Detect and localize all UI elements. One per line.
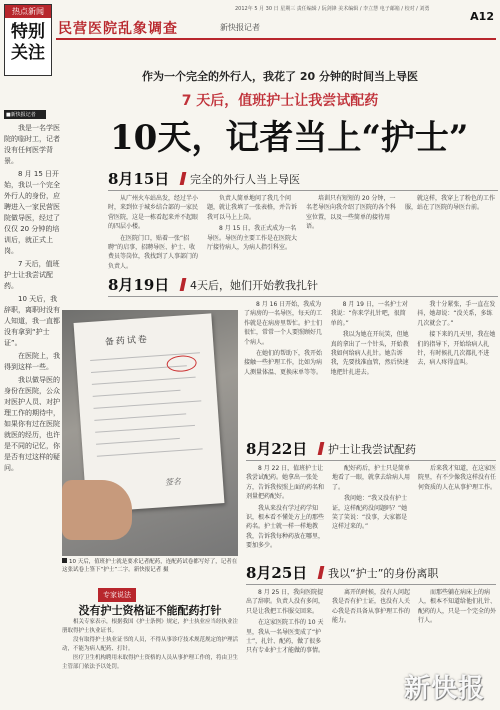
expert-paragraph: 相关专家表示，根据我国《护士条例》规定，护士执业应当经执业注册取得护士执业证书。 (62, 619, 239, 634)
section-body-aug15 (108, 194, 496, 270)
expert-paragraph: 没有取得护士执业证书的人员，不得从事诊疗技术规范规定的护理活动，不能为病人配药、打针。 (62, 637, 239, 652)
section-header-aug15 (108, 168, 498, 190)
body-paragraph: 在这家医院工作的 10 天里，我从一名导医变成了“护士”，扎针、配药，做了很多只有专业护士才能做的事情。 (246, 619, 325, 655)
paper-text-line (93, 390, 181, 397)
exam-paper-photo (62, 310, 238, 556)
text-column (246, 588, 324, 666)
lead-byline: ■新快报记者 (4, 110, 46, 119)
body-paragraph: 接下来的几天里，我在她们的指导下，开始给病人扎针，有时候扎几次都扎不进去，病人疼得直叫。 (417, 331, 496, 367)
body-paragraph: 8 月 16 日开始，我成为了病房的一名导医，每天的工作就是在病房里帮忙。护士们很忙，常常一个人要照顾好几个病人。 (244, 301, 323, 346)
section-header-aug25 (246, 562, 496, 584)
body-paragraph: 负责人简单地问了我几个问题，就让我填了一张表格，并告诉我可以马上上岗。 (207, 195, 298, 221)
section-flag-icon (180, 278, 187, 291)
caption-bullet-icon (62, 558, 67, 563)
section-flag-icon (180, 172, 187, 185)
hand-holding-paper (62, 480, 132, 540)
photo-caption-text: 10 天后，值班护士就是要求记者配药，连配药试卷都写好了，记者在这张试卷上签下“护士”二字。新快报记者 摄 (62, 559, 238, 573)
section-tag-label: 特别关注 (11, 22, 45, 63)
section-rule (108, 190, 498, 191)
paper-text-line (95, 425, 195, 433)
section-body-aug25 (246, 588, 496, 666)
section-date: 8月25日 (246, 564, 308, 582)
body-paragraph: 就这样，我穿上了粉色的工作服，站在了医院的导医台前。 (405, 195, 496, 212)
body-paragraph: 后来我才知道，在这家医院里，有不少像我这样没有任何资质的人在从事护理工作。 (418, 465, 497, 491)
header-divider (56, 38, 496, 40)
section-date: 8月15日 (108, 170, 170, 188)
paper-text-line (96, 438, 180, 445)
section-rule (246, 460, 496, 461)
lead-paragraph: 10 天后，我辞职，离职时没有人知道，我一直都没有拿到“护士证”。 (4, 295, 60, 347)
text-column (405, 194, 496, 266)
column-reporter: 新快报记者 (220, 23, 260, 32)
body-paragraph: 我以为她在开玩笑，但她真的拿出了一个针头，开始教我如何给病人扎针。她告诉我，先要找准血管，然后快速地把针扎进去。 (330, 331, 409, 376)
paper-text-line (97, 448, 203, 456)
section-subtitle: 护士让我尝试配药 (328, 443, 416, 456)
text-column (332, 464, 410, 552)
body-paragraph: 培训只有短短的 20 分钟，一名老导医向我介绍了医院的各个科室位置，以及一些简单的接待用语。 (306, 195, 397, 231)
section-tag (4, 4, 52, 76)
section-rule (246, 584, 496, 585)
section-body-aug22 (246, 464, 496, 552)
section-subtitle: 我以“护士”的身份离职 (328, 567, 439, 580)
text-column (246, 464, 324, 552)
column-title: 民营医院乱象调查 (58, 21, 178, 37)
section-subtitle: 完全的外行人当上导医 (190, 173, 300, 186)
photo-caption (62, 558, 238, 574)
paper-text-line (94, 400, 202, 409)
text-column (108, 194, 199, 270)
lead-paragraph: 我是一名学医院的临时工，记者没有任何医学背景。 (4, 124, 60, 165)
body-paragraph: 在她们的帮助下，我开始接触一些护理工作，比如为病人测量体温、更换床单等等。 (244, 350, 323, 376)
kicker-line-1: 作为一个完全的外行人，我花了 20 分钟的时间当上导医 (142, 70, 418, 83)
section-rule (108, 296, 498, 297)
section-tag-top: 热点新闻 (5, 5, 51, 18)
body-paragraph: 而那些躺在病床上的病人，根本不知道给他们扎针、配药的人，只是一个完全的外行人。 (418, 589, 497, 625)
body-paragraph: 配好药后，护士只是简单地看了一眼，就拿去给病人用了。 (332, 465, 411, 491)
body-paragraph: 我问她：“我又没有护士证，这样配药没问题吗？”她笑了笑说：“没事，大家都是这样过来的。” (332, 495, 408, 531)
expert-title: 没有护士资格证不能配药打针 (78, 604, 222, 617)
section-header-aug19 (108, 274, 498, 296)
expert-tag: 专家说法 (98, 588, 136, 602)
text-column (418, 588, 496, 666)
section-date: 8月22日 (246, 440, 308, 458)
body-paragraph: 8 月 19 日，一名护士对我说：“你来学扎针吧，很简单的。” (330, 301, 408, 327)
body-paragraph: 离开的时候，没有人问起我是否有护士证，也没有人关心我是否具备从事护理工作的能力。 (332, 589, 411, 625)
lead-column (4, 110, 60, 580)
text-column (418, 464, 496, 552)
body-paragraph: 8 月 15 日，我正式成为一名导医。导医的主要工作是在医院大厅接待病人，为病人指引科室。 (207, 225, 298, 252)
expert-paragraph: 医疗卫生机构聘用未取得护士资格的人员从事护理工作的，将由卫生主管部门依法予以处罚。 (62, 655, 239, 670)
paper-signature: 签名 (164, 476, 182, 488)
body-paragraph: 从广州火车站出发，经过半小时，来到位于城乡结合部的一家民营医院，这是一栋看起来并不起眼的四层小楼。 (108, 195, 199, 231)
text-column (332, 588, 410, 666)
body-paragraph: 我十分紧张，手一直在发抖，她却说：“没关系，多练几次就会了。” (417, 301, 496, 327)
exam-paper-title: 备药试卷 (104, 334, 150, 348)
page-topline: 2012年 5 月 30 日 星期三 责任编辑 / 阮剑锋 美术编辑 / 李立慧 电子邮箱 / 校对 / 刘勇 (235, 6, 430, 12)
red-circle-mark (166, 355, 197, 373)
kicker-line-2: 7 天后，值班护士让我尝试配药 (181, 93, 379, 109)
text-column (331, 300, 410, 420)
text-column (207, 194, 298, 266)
main-headline: 10天，记者当上“护士” (110, 118, 469, 158)
body-paragraph: 在医院门口，贴着一张“招聘”的启事，招聘导医、护士、收费员等岗位，我找到了人事部门的负责人。 (108, 234, 199, 270)
paper-text-line (92, 377, 196, 385)
section-subtitle: 4天后，她们开始教我扎针 (190, 279, 318, 292)
body-paragraph: 我从来没有学过药学知识，根本看不懂处方上的那些药名。护士就一样一样地教我，告诉我每种药放在哪里，要加多少。 (246, 504, 325, 550)
lead-paragraph: 我以做导医的身份在医院，公众对医护人员、对护理工作的期待中，如果你有过在医院就医的经历，也许是不同的记忆，你是否有过这样的疑问。 (4, 376, 60, 472)
section-date: 8月19日 (108, 276, 170, 294)
body-paragraph: 8 月 25 日，我向医院提出了辞职。负责人没有多问，只是让我把工作服交回来。 (246, 589, 325, 615)
body-paragraph: 8 月 22 日，值班护士让我尝试配药。她拿出一张处方，告诉我按照上面的药名和剂量把药配好。 (246, 465, 325, 501)
expert-body (62, 618, 238, 708)
section-flag-icon (318, 566, 325, 579)
text-column (417, 300, 496, 420)
lead-paragraph: 7 天后，值班护士让我尝试配药。 (4, 260, 60, 290)
section-header-aug22 (246, 438, 496, 460)
section-flag-icon (318, 442, 325, 455)
paper-text-line (94, 413, 186, 420)
text-column (306, 194, 397, 266)
lead-paragraph: 8 月 15 日开始，我以一个完全外行人的身份，应聘进入一家民营医院做导医，经过了仅仅 20 分钟的培训后，就正式上岗。 (4, 170, 60, 255)
lead-paragraph: 在医院上，我得到这样一些。 (4, 352, 60, 371)
newspaper-logo: 新快报 (404, 674, 486, 704)
text-column (244, 300, 323, 420)
page-number: A12 (470, 10, 494, 23)
